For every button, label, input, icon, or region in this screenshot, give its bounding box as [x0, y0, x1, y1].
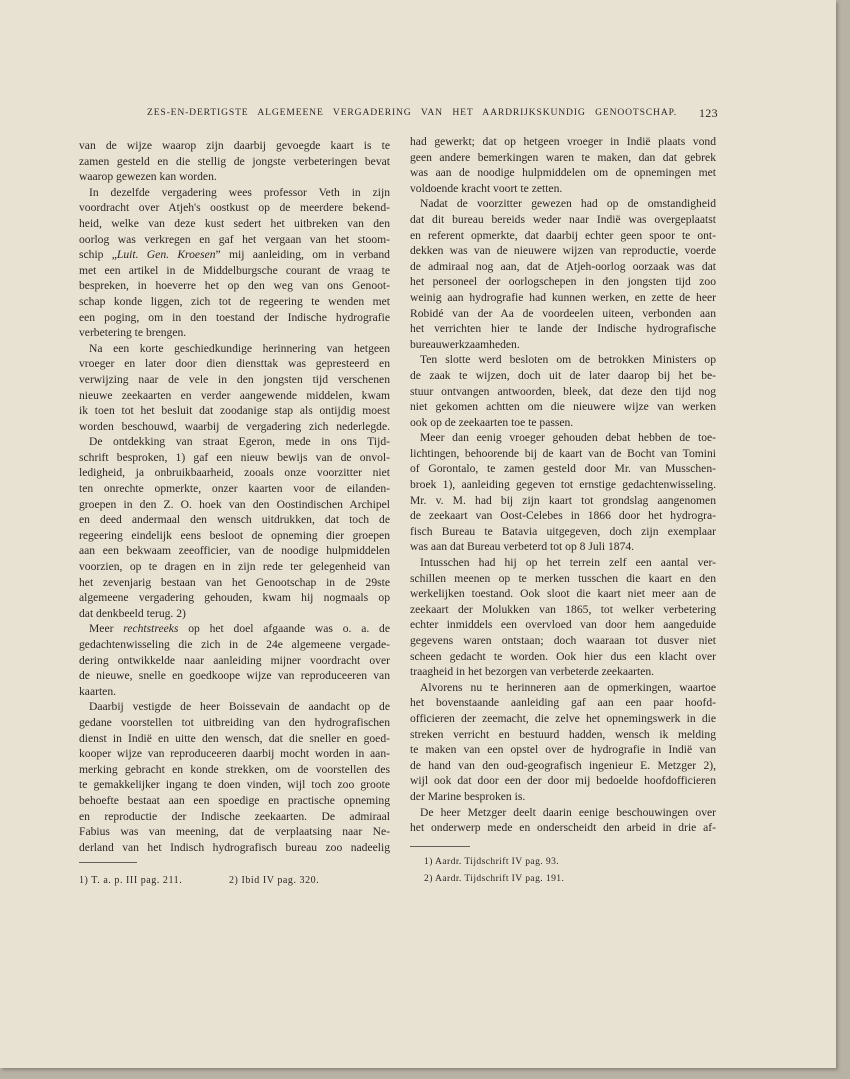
left-text-line: vroeger en later door dien diensttak was gepresteerd en [79, 357, 390, 371]
right-text-line: of Gorontalo, te zamen gesteld door Mr. van Musschen- [410, 462, 716, 476]
left-text-line: dat denkbeeld terug. 2) [79, 606, 186, 620]
right-text-line: Alvorens nu te herinneren aan de opmerkingen, waartoe [420, 680, 716, 694]
left-text-line: gedane voorstellen tot uitbreiding van den hydrografischen [79, 715, 390, 729]
left-text-line: voordracht over Atjeh's oostkust op de meerdere bekend- [79, 201, 390, 215]
left-footnote-rule [79, 862, 137, 863]
right-text-line: de hand van den oud-geografisch ingenieur E. Metzger 2), [410, 758, 716, 772]
left-text-line: ik toen tot het besluit dat zoodanige stap als ontijdig moest [79, 404, 390, 418]
left-footnote-1: 1) T. a. p. III pag. 211. [79, 875, 183, 886]
right-text-line: Robidé van der Aa de voordeelen uiteen, verbonden aan [410, 306, 716, 320]
right-text-line: was aan dat Bureau verbeterd tot op 8 Juli 1874. [410, 540, 635, 554]
left-text-line: de nieuwe, snelle en goedkoope wijze van reproduceeren van [79, 669, 390, 683]
right-text-line: streken verricht en bestuurd hadden, wensch ik melding [410, 727, 716, 741]
left-text-line: schrift besproken, 1) gaf een nieuw bewijs van de onvol- [79, 450, 390, 464]
right-footnote-rule [410, 846, 470, 847]
right-text-line: wijl ook dat door een der door mij bedoelde hoofdofficieren [410, 774, 716, 788]
right-text-line: schillen meenen op te merken tusschen die kaart en den [410, 571, 716, 585]
right-text-line: niet gekomen achtten om die nieuwere wijze van werken [410, 400, 716, 414]
right-text-line: Ten slotte werd besloten om de betrokken Ministers op [420, 353, 716, 367]
right-text-line: bureauwerkzaamheden. [410, 337, 520, 351]
left-text-line: verbetering te brengen. [79, 326, 187, 340]
left-text-line: kooper wijze van reproduceeren daarbij mocht worden in aan- [79, 747, 390, 761]
right-text-line: werkelijken toestand. Ook sloot die kaart niet meer aan de [410, 587, 716, 601]
right-text-line: De heer Metzger deelt daarin eenige beschouwingen over [420, 805, 716, 819]
right-text-line: Intusschen had hij op het terrein zelf een aantal ver- [420, 556, 716, 570]
right-text-line: geen andere bemerkingen waren te maken, dan dat gebrek [410, 150, 716, 164]
right-text-line: weinig aan hydrografie had kunnen werken, en zette de heer [410, 290, 716, 304]
left-text-line: regeering eindelijk eens besloot de opneming dier groepen [79, 528, 390, 542]
left-text-line: merking gebracht en konde strekken, om de voorstellen des [79, 762, 390, 776]
right-text-line: en referent opmerkte, dat daarbij echter geen spoor te ont- [410, 228, 716, 242]
right-text-line: fisch Bureau te Batavia uitgegeven, doch zijn exemplaar [410, 524, 716, 538]
left-text-line: heid, welke van deze kust sedert het uitbreken van den [79, 216, 390, 230]
left-text-line: een poging, om in den toestand der Indische hydrografie [79, 310, 390, 324]
left-text-line: dering ontwikkelde naar aanleiding mijner voordracht over [79, 653, 390, 667]
right-text-line: scheen gedacht te worden. Ook hier dus een klacht over [410, 649, 716, 663]
left-text-line: derland van het Indisch hydrografisch bureau zoo nadeelig [79, 840, 390, 854]
text-segment: schip „ [79, 248, 117, 262]
text-segment: Meer [89, 622, 124, 636]
left-text-line: van de wijze waarop zijn daarbij gevoegde kaart is te [79, 139, 390, 152]
right-text-line: was aan de noodige hulpmiddelen om de opnemingen met [410, 166, 716, 180]
left-text-line: dienst in Indië en uitte den wensch, dat die sneller en goed- [79, 731, 390, 745]
right-text-line: stuur ontvangen antwoorden, bleek, dat deze den tijd nog [410, 384, 716, 398]
left-column [79, 138, 390, 855]
left-text-line [79, 247, 390, 263]
right-text-line: Meer dan eenig vroeger gehouden debat hebben de toe- [420, 431, 716, 445]
right-text-line: het personeel der oorlogschepen in den jongsten tijd zoo [410, 275, 716, 289]
left-text-line: het zevenjarig bestaan van het Genootschap in de 29ste [79, 575, 390, 589]
right-text-line: het onderwerp mede en onderscheidt den arbeid in drie af- [410, 821, 716, 835]
left-text-line: verwijzing naar de vele in den jongsten tijd verschenen [79, 372, 390, 386]
right-footnote-1: 1) Aardr. Tijdschrift IV pag. 93. [424, 856, 560, 867]
right-text-line: voldoende kracht voort te zetten. [410, 181, 563, 195]
right-text-line: de admiraal nog aan, dat de Atjeh-oorlog oorzaak was dat [410, 259, 716, 273]
right-text-line: ook op de zeekaarten toe te passen. [410, 415, 574, 429]
left-text-line: Fabius was van meening, dat de verplaatsing naar Ne- [79, 825, 390, 839]
right-footnote-2: 2) Aardr. Tijdschrift IV pag. 191. [424, 873, 565, 884]
left-text-line: De ontdekking van straat Egeron, mede in ons Tijd- [89, 435, 390, 449]
left-text-line: ledigheid, ja onbruikbaarheid, zooals onze voorzitter niet [79, 466, 390, 480]
left-text-line: te gemakkelijker ingang te doen vinden, wijl toch zoo groote [79, 778, 390, 792]
right-text-line: der Marine besproken is. [410, 789, 526, 803]
right-text-line: dekken was van de nieuwere wijzen van reproductie, voerde [410, 244, 716, 258]
right-text-line: lichtingen, behoorende bij de kaart van de Bocht van Tomini [410, 446, 716, 460]
running-header: ZES-EN-DERTIGSTE ALGEMEENE VERGADERING VAN HET AARDRIJKSKUNDIG GENOOTSCHAP. [147, 107, 677, 118]
right-text-line: het verrichten hier te lande der Indische hydrografische [410, 322, 716, 336]
left-text-line: Na een korte geschiedkundige herinnering van hetgeen [89, 341, 390, 355]
right-text-line: gegevens waren ontstaan; doch waaraan tot dusver niet [410, 634, 716, 647]
right-column [410, 134, 716, 836]
left-text-line: In dezelfde vergadering wees professor Veth in zijn [89, 185, 390, 199]
right-text-line: zeekaart der Molukken van 1865, tot welker verbetering [410, 602, 716, 616]
text-segment: op het doel afgaande was o. a. de [178, 622, 390, 636]
right-text-line: de zeekaart van Oost-Celebes in 1866 door het hydrogra- [410, 509, 716, 523]
left-text-line: oorlog was verkregen en gaf het vergaan van het stoom- [79, 232, 390, 246]
page-number: 123 [699, 106, 718, 120]
left-text-line: kaarten. [79, 684, 117, 698]
left-text-line: met een artikel in de Middelburgsche courant de vraag te [79, 263, 390, 277]
left-text-line: Daarbij vestigde de heer Boissevain de aandacht op de [89, 700, 390, 714]
left-text-line: nieuwe zeekaarten en verder aangewende middelen, kwam [79, 388, 390, 402]
left-text-line: behoefte bestaat aan een spoedige en practische opneming [79, 793, 390, 807]
left-text-line: schap konde liggen, zich tot de regeering te wenden met [79, 294, 390, 308]
left-text-line: algemeene vergadering gehouden, kwam hij nogmaals op [79, 591, 390, 605]
emphasis-italic: rechtstreeks [123, 622, 179, 636]
left-text-line: groepen in den Z. O. hoek van den Oostindischen Archipel [79, 497, 390, 511]
left-footnote-2: 2) Ibid IV pag. 320. [229, 875, 320, 886]
right-text-line: traagheid in het bezorgen van verbeterde zeekaarten. [410, 665, 655, 679]
left-text-line: worden beschouwd, waarbij de vergadering zich nederlegde. [79, 419, 390, 433]
left-text-line: bespreken, in hoeverre het op den weg van ons Genoot- [79, 279, 390, 293]
ship-name-italic: Luit. Gen. Kroesen [116, 248, 216, 262]
left-text-line: en deed andermaal den wensch uitdrukken, dat toch de [79, 513, 390, 527]
left-text-line [79, 621, 390, 637]
left-text-line: zamen gesteld en die stellig de jongste verbeteringen bevat [79, 154, 390, 168]
right-text-line: dat dit bureau bereids weder naar Indië was overgeplaatst [410, 212, 716, 226]
right-text-line: Mr. v. M. had bij zijn kaart tot grondslag aangenomen [410, 493, 716, 507]
left-text-line: waarop gewezen kan worden. [79, 170, 217, 184]
left-text-line: en reproductie der Indische zeekaarten. De admiraal [79, 809, 390, 823]
text-segment: ” mij aanleiding, om in verband [215, 248, 390, 262]
right-text-line: de zaak te wijzen, doch uit de later daarop bij het be- [410, 368, 716, 382]
right-text-line: had gewerkt; dat op hetgeen vroeger in Indië plaats vond [410, 135, 716, 148]
right-text-line: het bovenstaande aanleiding gaf aan een paar hoofd- [410, 696, 716, 710]
right-text-line: broek 1), aanleiding gegeven tot ernstige gedachtenwisseling. [410, 478, 716, 492]
left-text-line: gedachtenwisseling die zich in de 24e algemeene vergade- [79, 638, 390, 651]
right-text-line: te maken van een opstel over de hydrografie in Indië van [410, 743, 716, 757]
right-text-line: Nadat de voorzitter gewezen had op de omstandigheid [420, 197, 716, 211]
left-text-line: voorzien, op te dragen en in zijn rede ter gelegenheid van [79, 560, 390, 574]
right-text-line: officieren der zeemacht, die zelve het opnemingswerk in die [410, 711, 716, 725]
left-text-line: aan een bekwaam zeeofficier, van de noodige hulpmiddelen [79, 544, 390, 558]
right-text-line: echter inmiddels een overvloed van door hem aangeduide [410, 618, 716, 632]
left-text-line: ten onrechte opmerkte, onzer kaarten voor de eilanden- [79, 482, 390, 496]
